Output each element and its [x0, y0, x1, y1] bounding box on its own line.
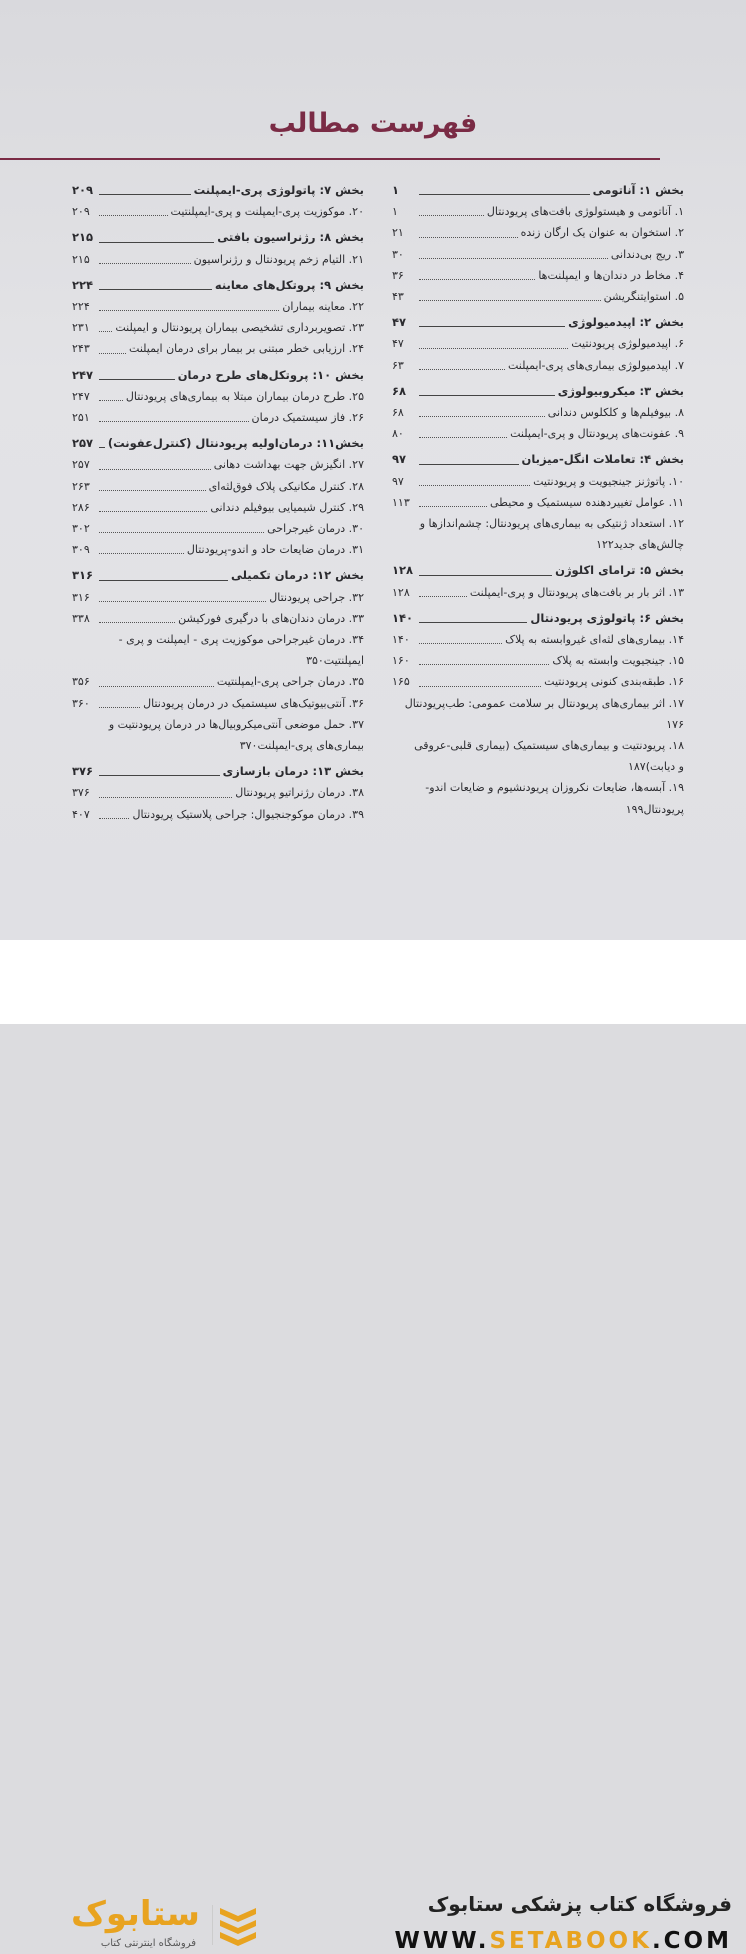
toc-entry	[392, 286, 684, 307]
toc-entry	[72, 497, 364, 518]
leader-dots	[419, 194, 590, 195]
toc-page-number: ۱۱۳	[392, 495, 410, 509]
leader-dots	[419, 437, 507, 438]
toc-entry	[392, 492, 684, 513]
toc-entry-title: ۴. مخاط در دندان‌ها و ایمپلنت‌ها	[538, 268, 684, 282]
toc-entry-title: بخش۱۱: درمان‌اولیه پریودنتال (کنترل‌عفونت)	[108, 436, 364, 451]
toc-entry-title: بخش ۸: رژنراسیون بافتی	[217, 230, 364, 245]
toc-entry	[72, 476, 364, 497]
toc-page-number: ۳۵۰	[306, 654, 324, 668]
toc-entry-title: ۳. ریج بی‌دندانی	[610, 247, 684, 261]
toc-entry-multiline	[72, 629, 364, 671]
toc-section-heading	[392, 381, 684, 402]
toc-page-number: ۹۷	[392, 474, 404, 488]
leader-dots	[419, 664, 549, 665]
toc-section-heading	[72, 365, 364, 386]
toc-entry	[392, 629, 684, 650]
toc-entry-title: ۳۸. درمان رژنراتیو پریودنتال	[235, 786, 364, 800]
leader-dots	[99, 421, 249, 422]
toc-entry-title: ۳۳. درمان دندان‌های با درگیری فورکیشن	[178, 611, 364, 625]
toc-entry-title: ایمپلنتیت	[323, 654, 364, 668]
setabook-emblem-icon	[216, 1902, 260, 1948]
leader-dots	[99, 622, 175, 623]
leader-dots	[99, 242, 214, 243]
toc-section-heading	[392, 449, 684, 470]
toc-page-number: ۲۵۱	[72, 411, 90, 425]
toc-entry-multiline	[392, 777, 684, 819]
toc-entry	[72, 338, 364, 359]
toc-entry	[392, 423, 684, 444]
book-page	[0, 0, 746, 940]
toc-page-number: ۱	[392, 205, 398, 219]
toc-page-number: ۲۲۴	[72, 277, 94, 292]
toc-entry-line: ۱۷. اثر بیماری‌های پریودنتال بر سلامت عمومی: طب‌پریودنتال	[404, 696, 684, 710]
toc-entry-title: ۲۲. معاینه بیماران	[282, 300, 364, 314]
toc-entry-line	[392, 534, 684, 555]
toc-page-number: ۲۳۱	[72, 321, 90, 335]
leader-dots	[99, 447, 105, 448]
leader-dots	[99, 532, 264, 533]
leader-dots	[99, 353, 126, 354]
toc-entry-title: ۸. بیوفیلم‌ها و کلکلوس دندانی	[547, 406, 684, 420]
store-name: فروشگاه کتاب پزشکی ستابوک	[427, 1892, 732, 1916]
toc-entry	[72, 518, 364, 539]
toc-entry-title: ۳۰. درمان غیرجراحی	[267, 522, 364, 536]
toc-page-number: ۱۲۲	[596, 538, 614, 552]
toc-entry	[72, 782, 364, 803]
toc-section-heading	[72, 433, 364, 454]
leader-dots	[419, 506, 487, 507]
toc-page-number: ۲۱۵	[72, 230, 94, 245]
toc-page-number: ۳۷۶	[72, 764, 94, 779]
toc-page-number: ۲۶۳	[72, 479, 90, 493]
toc-entry-line: ۱۲. استعداد ژنتیکی به بیماری‌های پریودنتال: چشم‌اندازها و	[419, 517, 684, 531]
leader-dots	[419, 575, 552, 576]
toc-entry-title: ۲۳. تصویربرداری تشخیصی بیماران پریودنتال و ایمپلنت	[115, 321, 364, 335]
toc-page-number: ۶۸	[392, 406, 404, 420]
toc-section-heading	[392, 560, 684, 581]
toc-page-number: ۱	[392, 183, 400, 197]
toc-entry	[392, 244, 684, 265]
toc-page-number: ۲۵۷	[72, 436, 94, 451]
toc-page-number: ۲۴۳	[72, 342, 90, 356]
leader-dots	[99, 580, 228, 581]
toc-page-number: ۲۵۷	[72, 458, 90, 472]
toc-entry-title: ۱۴. بیماری‌های لثه‌ای غیروابسته به پلاک	[505, 633, 684, 647]
toc-entry-line	[392, 756, 684, 777]
toc-page-number: ۶۳	[392, 358, 404, 372]
toc-entry-line: ۱۸. پریودنتیت و بیماری‌های سیستمیک (بیماری قلبی-عروقی	[414, 739, 684, 753]
toc-page-number: ۲۱	[392, 226, 404, 240]
toc-entry-title: بخش ۱۳: درمان بازسازی	[222, 764, 364, 779]
toc-page-number: ۳۶۰	[72, 696, 90, 710]
toc-entry-line	[392, 799, 684, 820]
toc-entry-title: چالش‌های جدید	[613, 538, 684, 552]
toc-entry	[392, 582, 684, 603]
toc-entry-title: ۷. اپیدمیولوژی بیماری‌های پری-ایمپلنت	[507, 358, 684, 372]
leader-dots	[419, 300, 601, 301]
toc-entry-title: ۱۵. جینجیویت وابسته به پلاک	[552, 654, 684, 668]
toc-page-number: ۱۷۶	[666, 717, 684, 731]
leader-dots	[419, 279, 535, 280]
toc-entry-title: ۵. استوایتنگریشن	[603, 290, 684, 304]
toc-entry-title: ۳۲. جراحی پریودنتال	[269, 590, 364, 604]
toc-entry-title: ۲۵. طرح درمان بیماران مبتلا به بیماری‌های پریودنتال	[125, 389, 364, 403]
toc-entry	[72, 539, 364, 560]
toc-entry-title: ۶. اپیدمیولوژی پریودنتیت	[571, 337, 684, 351]
toc-entry-title: بخش ۱۲: درمان تکمیلی	[230, 568, 364, 583]
toc-section-heading	[392, 180, 684, 201]
toc-entry	[72, 317, 364, 338]
toc-page-number: ۹۷	[392, 452, 407, 467]
toc-entry	[72, 386, 364, 407]
toc-entry-title: ۳۶. آنتی‌بیوتیک‌های سیستمیک در درمان پریودنتال	[143, 696, 364, 710]
toc-page-number: ۳۵۶	[72, 675, 90, 689]
toc-entry-title: ۳۵. درمان جراحی پری-ایمپلنتیت	[216, 675, 364, 689]
toc-section-heading	[72, 180, 364, 201]
toc-page-number: ۳۱۶	[72, 590, 90, 604]
toc-page-number: ۱۶۰	[392, 654, 410, 668]
toc-entry-line	[72, 735, 364, 756]
toc-entry-title: ۹. عفونت‌های پریودنتال و پری-ایمپلنت	[510, 427, 684, 441]
toc-section-heading	[72, 565, 364, 586]
toc-page-number: ۱۶۵	[392, 675, 410, 689]
footer-divider	[212, 1905, 213, 1945]
toc-right-column	[392, 180, 684, 820]
leader-dots	[99, 775, 220, 776]
toc-entry	[392, 222, 684, 243]
toc-entry-title: بخش ۹: پروتکل‌های معاینه	[214, 277, 364, 292]
leader-dots	[99, 215, 168, 216]
toc-entry-multiline	[392, 693, 684, 735]
leader-dots	[99, 797, 232, 798]
toc-entry-title: ۲. استخوان به عنوان یک ارگان زنده	[520, 226, 684, 240]
logo-tagline: فروشگاه اینترنتی کتاب	[100, 1938, 196, 1949]
toc-page-number: ۲۰۹	[72, 183, 94, 197]
toc-page-number: ۲۴۷	[72, 389, 90, 403]
toc-entry	[392, 265, 684, 286]
toc-entry	[72, 249, 364, 270]
toc-entry	[72, 671, 364, 692]
toc-entry-line	[72, 650, 364, 671]
toc-entry	[392, 333, 684, 354]
toc-page-number: ۳۰۲	[72, 522, 90, 536]
title-rule	[0, 158, 660, 160]
leader-dots	[419, 326, 565, 327]
toc-entry-title: ۱۶. طبقه‌بندی کنونی پریودنتیت	[544, 675, 684, 689]
toc-entry-title: ۳۱. درمان ضایعات حاد و اندو-پریودنتال	[186, 543, 364, 557]
toc-page-number: ۲۴۷	[72, 367, 94, 382]
toc-entry	[72, 587, 364, 608]
toc-section-heading	[72, 761, 364, 782]
leader-dots	[419, 348, 568, 349]
toc-entry	[392, 671, 684, 692]
toc-entry-line: ۳۷. حمل موضعی آنتی‌میکروبیال‌ها در درمان پریودنتیت و	[108, 717, 364, 731]
toc-entry-title: بخش ۳: میکروبیولوژی	[557, 383, 684, 398]
toc-entry-multiline	[72, 714, 364, 756]
toc-entry-title: ۱. آناتومی و هیستولوژی بافت‌های پریودنتال	[486, 205, 684, 219]
toc-entry-title: ۲۴. ارزیابی خطر مبتنی بر بیمار برای درمان ایمپلنت	[129, 342, 364, 356]
toc-page-number: ۲۸۶	[72, 500, 90, 514]
toc-page-number: ۶۸	[392, 383, 407, 398]
store-url[interactable]: WWW.SETABOOK.COM	[394, 1928, 732, 1954]
toc-entry	[392, 402, 684, 423]
toc-entry	[72, 608, 364, 629]
toc-entry-line: ۱۹. آبسه‌ها، ضایعات نکروزان پریودنشیوم و ضایعات اندو-	[425, 781, 684, 795]
leader-dots	[419, 596, 467, 597]
toc-page-number: ۱۸۷	[627, 760, 646, 774]
toc-entry-line	[392, 714, 684, 735]
toc-entry	[72, 407, 364, 428]
toc-entry-title: بیماری‌های پری-ایمپلنت	[257, 739, 364, 753]
toc-entry-title: ۲۷. انگیزش جهت بهداشت دهانی	[213, 458, 364, 472]
toc-page-number: ۳۳۸	[72, 611, 90, 625]
toc-page-number: ۸۰	[392, 427, 404, 441]
leader-dots	[99, 553, 184, 554]
toc-page-number: ۱۴۰	[392, 633, 410, 647]
leader-dots	[419, 464, 519, 465]
toc-entry-title: بخش ۶: پاتولوژی پریودنتال	[530, 610, 684, 625]
toc-page-number: ۴۷	[392, 315, 407, 330]
toc-entry	[72, 693, 364, 714]
toc-page-number: ۳۷۰	[239, 739, 258, 753]
leader-dots	[419, 622, 527, 623]
leader-dots	[419, 686, 541, 687]
toc-entry-title: ۱۱. عوامل تغییردهنده سیستمیک و محیطی	[490, 495, 684, 509]
toc-entry	[392, 471, 684, 492]
leader-dots	[99, 511, 207, 512]
leader-dots	[99, 469, 211, 470]
leader-dots	[99, 263, 191, 264]
store-footer	[0, 940, 746, 1954]
toc-entry-title: ۲۱. التیام زخم پریودنتال و رژنراسیون	[193, 252, 364, 266]
toc-page-number: ۳۷۶	[72, 786, 90, 800]
toc-entry	[392, 650, 684, 671]
logo-wordmark: ستابوک	[71, 1894, 200, 1934]
leader-dots	[99, 194, 191, 195]
toc-section-heading	[392, 312, 684, 333]
toc-entry-title: ۱۰. پاتوژنز جینجیویت و پریودنتیت	[533, 474, 684, 488]
toc-entry-title: ۲۰. موکوزیت پری-ایمپلنت و پری-ایمپلنتیت	[170, 205, 364, 219]
toc-entry-title: بخش ۷: پاتولوژی پری-ایمپلنت	[193, 183, 364, 197]
toc-entry-line: ۳۴. درمان غیرجراحی موکوزیت پری - ایمپلنت و پری -	[118, 633, 364, 647]
leader-dots	[99, 601, 266, 602]
toc-page-number: ۲۲۴	[72, 300, 90, 314]
toc-left-column	[72, 180, 364, 825]
toc-page-number: ۱۴۰	[392, 610, 414, 625]
leader-dots	[419, 369, 505, 370]
leader-dots	[99, 686, 214, 687]
leader-dots	[419, 643, 502, 644]
toc-section-heading	[392, 608, 684, 629]
toc-entry-title: بخش ۱: آناتومی	[592, 183, 684, 197]
page-title: فهرست مطالب	[268, 108, 478, 139]
leader-dots	[99, 379, 175, 380]
toc-page-number: ۳۱۶	[72, 568, 94, 583]
toc-page-number: ۲۱۵	[72, 252, 90, 266]
toc-entry-title: ۲۸. کنترل مکانیکی پلاک فوق‌لثه‌ای	[208, 479, 364, 493]
leader-dots	[419, 237, 518, 238]
toc-page-number: ۴۳	[392, 290, 404, 304]
toc-entry-multiline	[392, 513, 684, 555]
toc-section-heading	[72, 275, 364, 296]
toc-entry-multiline	[392, 735, 684, 777]
leader-dots	[419, 416, 545, 417]
toc-entry-title: ۱۳. اثر بار بر بافت‌های پریودنتال و پری-ایمپلنت	[469, 585, 684, 599]
toc-page-number: ۴۷	[392, 337, 404, 351]
toc-page-number: ۱۲۸	[392, 563, 414, 578]
store-logo[interactable]	[30, 1894, 200, 1949]
toc-page-number: ۴۰۷	[72, 807, 90, 821]
toc-entry-title: بخش ۴: تعاملات انگل-میزبان	[521, 452, 684, 467]
toc-page-number: ۳۰۹	[72, 543, 90, 557]
toc-section-heading	[72, 227, 364, 248]
toc-entry	[72, 454, 364, 475]
leader-dots	[419, 258, 608, 259]
toc-entry-title: بخش ۲: اپیدمیولوژی	[568, 315, 684, 330]
toc-entry-title: بخش ۱۰: پروتکل‌های طرح درمان	[177, 367, 364, 382]
toc-page-number: ۱۹۹	[625, 802, 644, 816]
toc-page-number: ۱۲۸	[392, 585, 410, 599]
leader-dots	[99, 490, 206, 491]
leader-dots	[419, 485, 530, 486]
toc-page-number: ۲۰۹	[72, 205, 90, 219]
toc-entry	[392, 355, 684, 376]
toc-page-number: ۳۰	[392, 247, 404, 261]
toc-entry-title: بخش ۵: ترامای اکلوژن	[555, 563, 684, 578]
leader-dots	[99, 331, 112, 332]
toc-entry-title: ۳۹. درمان موکوجنجیوال: جراحی پلاستیک پریودنتال	[132, 807, 364, 821]
toc-entry	[72, 296, 364, 317]
leader-dots	[99, 289, 212, 290]
toc-entry	[392, 201, 684, 222]
toc-entry	[72, 201, 364, 222]
leader-dots	[99, 818, 129, 819]
leader-dots	[99, 310, 279, 311]
leader-dots	[99, 400, 123, 401]
toc-page-number: ۳۶	[392, 268, 404, 282]
leader-dots	[99, 707, 140, 708]
toc-entry	[72, 804, 364, 825]
toc-entry-title: و دیابت)	[645, 760, 684, 774]
leader-dots	[419, 395, 555, 396]
toc-entry-title: پریودنتال	[643, 802, 684, 816]
leader-dots	[419, 215, 484, 216]
toc-entry-title: ۲۶. فاز سیستمیک درمان	[251, 411, 364, 425]
toc-entry-title: ۲۹. کنترل شیمیایی بیوفیلم دندانی	[210, 500, 364, 514]
